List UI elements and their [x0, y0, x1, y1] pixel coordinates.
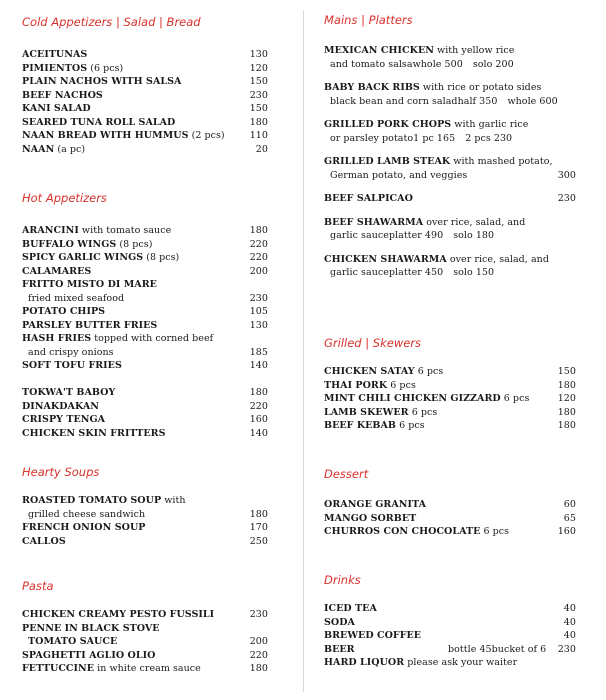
section-title: Drinks [324, 573, 361, 587]
menu-item: POTATO CHIPS 105 [22, 306, 268, 317]
menu-item: SPICY GARLIC WINGS (8 pcs) 220 [22, 252, 268, 263]
menu-item: DINAKDAKAN 220 [22, 400, 268, 412]
menu-item: NAAN (a pc) 20 [22, 143, 268, 155]
menu-item: CALLOS 250 [22, 535, 268, 547]
menu-item: PENNE IN BLACK STOVE TOMATO SAUCE 200 [22, 622, 268, 647]
grilled-section [324, 335, 580, 433]
menu-item: CHICKEN CREAMY PESTO FUSSILI 230 [22, 609, 268, 620]
menu-item: CHICKEN SKIN FRITTERS 140 [22, 427, 268, 439]
menu-item: BUFFALO WINGS (8 pcs) 220 [22, 238, 268, 250]
menu-item: CHICKEN SATAY 6 pcs 150 [324, 366, 576, 377]
menu-item: HARD LIQUOR please ask your waiter [324, 657, 518, 668]
menu-item: ARANCINI with tomato sauce 180 [22, 225, 268, 236]
menu-item: SODA 40 [324, 616, 576, 628]
pasta-section [22, 578, 272, 676]
section-title: Grilled | Skewers [324, 336, 422, 350]
menu-item: CRISPY TENGA 160 [22, 414, 268, 425]
menu-item: BREWED COFFEE 40 [324, 630, 576, 641]
menu-item: TOKWA'T BABOY 180 [22, 387, 268, 398]
menu-item: ORANGE GRANITA 60 [324, 499, 576, 510]
menu-item: NAAN BREAD WITH HUMMUS (2 pcs) 110 [22, 130, 268, 141]
menu-item: ACEITUNAS 130 [22, 49, 268, 60]
menu-item: LAMB SKEWER 6 pcs 180 [324, 406, 576, 418]
menu-item: FRITTO MISTO DI MARE fried mixed seafood 230 [22, 279, 268, 304]
menu-item: GRILLED PORK CHOPS with garlic rice or parsley potato1 pc 165 2 pcs 230 [324, 119, 529, 144]
menu-item: CHURROS CON CHOCOLATE 6 pcs 160 [324, 526, 576, 537]
menu-item: HASH FRIES topped with corned beef and crispy onions 185 [22, 333, 268, 358]
section-title: Hearty Soups [22, 465, 100, 479]
drinks-section [324, 572, 580, 670]
section-title: Mains | Platters [324, 13, 413, 27]
menu-item: THAI PORK 6 pcs 180 [324, 379, 576, 391]
menu-item: SPAGHETTI AGLIO OLIO 220 [22, 649, 268, 661]
menu-item: KANI SALAD 150 [22, 103, 268, 114]
menu-item: PARSLEY BUTTER FRIES 130 [22, 319, 268, 331]
menu-item: MEXICAN CHICKEN with yellow rice and tomato salsawhole 500 solo 200 [324, 45, 515, 70]
menu-item: GRILLED LAMB STEAK with mashed potato, German potato, and veggies 300 [324, 156, 576, 181]
hot-appetizers-section [22, 190, 272, 440]
menu-item: FRENCH ONION SOUP 170 [22, 522, 268, 533]
menu-item: PLAIN NACHOS WITH SALSA 150 [22, 76, 268, 87]
cold-appetizers-section [22, 14, 272, 156]
menu-item: FETTUCCINE in white cream sauce 180 [22, 663, 268, 674]
menu-item: BABY BACK RIBS with rice or potato sides black bean and corn saladhalf 350 whole 600 [324, 82, 558, 107]
section-title: Cold Appetizers | Salad | Bread [22, 15, 201, 29]
dessert-section [324, 466, 580, 539]
menu-item: BEEF SALPICAO 230 [324, 193, 576, 204]
section-title: Hot Appetizers [22, 191, 107, 205]
menu-item: MINT CHILI CHICKEN GIZZARD 6 pcs 120 [324, 393, 576, 404]
menu-item: PIMIENTOS (6 pcs) 120 [22, 62, 268, 74]
menu-item: SEARED TUNA ROLL SALAD 180 [22, 116, 268, 128]
soups-section [22, 464, 272, 548]
menu-item: CHICKEN SHAWARMA over rice, salad, and garlic sauceplatter 450 solo 150 [324, 253, 549, 278]
menu-item: BEEF KEBAB 6 pcs 180 [324, 420, 576, 431]
menu-item: BEEF NACHOS 230 [22, 89, 268, 101]
section-title: Dessert [324, 467, 369, 481]
menu-item: CALAMARES 200 [22, 265, 268, 277]
menu-item: BEEF SHAWARMA over rice, salad, and garlic sauceplatter 490 solo 180 [324, 216, 526, 241]
section-title: Pasta [22, 579, 54, 593]
menu-item: SOFT TOFU FRIES 140 [22, 360, 268, 371]
menu-item: MANGO SORBET 65 [324, 512, 576, 524]
menu-item: BEER bottle 45bucket of 6 230 [324, 643, 576, 655]
mains-section [324, 12, 580, 280]
menu-item: ROASTED TOMATO SOUP with grilled cheese sandwich 180 [22, 495, 268, 520]
column-divider [303, 10, 304, 692]
menu-item: ICED TEA 40 [324, 603, 576, 614]
